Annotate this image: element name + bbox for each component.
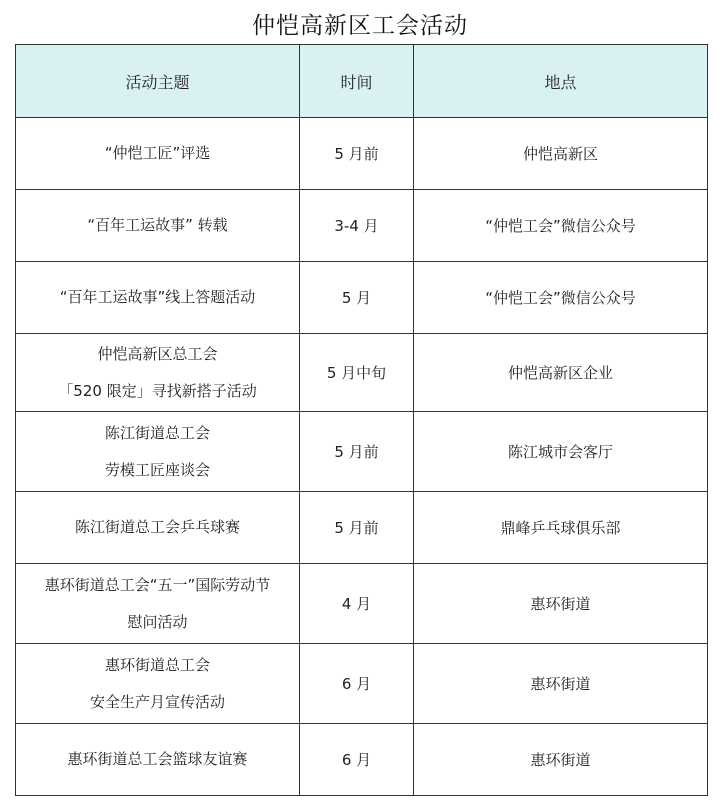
table-header-row <box>16 45 708 118</box>
cell-place: 仲恺高新区 <box>414 118 708 190</box>
table-row <box>16 190 708 262</box>
cell-theme <box>16 492 300 564</box>
activities-table <box>15 44 708 796</box>
cell-theme <box>16 644 300 724</box>
table-row <box>16 118 708 190</box>
table-row <box>16 492 708 564</box>
theme-line: 陈江街道总工会 <box>104 423 210 442</box>
theme-line: 惠环街道总工会篮球友谊赛 <box>67 750 248 768</box>
cell-place: 惠环街道 <box>414 724 708 796</box>
cell-time: 6 月 <box>300 724 414 796</box>
theme-line: 「520 限定」寻找新搭子活动 <box>58 381 257 400</box>
table-row <box>16 644 708 724</box>
cell-place: 惠环街道 <box>414 644 708 724</box>
cell-time: 6 月 <box>300 644 414 724</box>
cell-theme <box>16 334 300 412</box>
theme-line: 仲恺高新区总工会 <box>97 344 218 363</box>
cell-time: 5 月前 <box>300 412 414 492</box>
theme-line: 劳模工匠座谈会 <box>104 460 210 479</box>
theme-line: “仲恺工匠”评选 <box>104 144 211 162</box>
theme-line: 惠环街道总工会 <box>104 655 210 674</box>
column-header-time: 时间 <box>300 45 414 118</box>
page-title: 仲恺高新区工会活动 <box>252 13 468 39</box>
cell-place: 仲恺高新区企业 <box>414 334 708 412</box>
table-row <box>16 564 708 644</box>
theme-line: “百年工运故事”线上答题活动 <box>59 288 256 306</box>
cell-theme <box>16 262 300 334</box>
column-header-place: 地点 <box>414 45 708 118</box>
cell-theme <box>16 118 300 190</box>
theme-line: “百年工运故事” 转载 <box>87 216 228 234</box>
cell-time: 5 月 <box>300 262 414 334</box>
cell-theme <box>16 564 300 644</box>
cell-place: 陈江城市会客厅 <box>414 412 708 492</box>
cell-time: 5 月前 <box>300 492 414 564</box>
table-row <box>16 412 708 492</box>
cell-place: “仲恺工会”微信公众号 <box>414 190 708 262</box>
theme-line: 陈江街道总工会乒乓球赛 <box>74 518 240 536</box>
cell-place: 鼎峰乒乓球俱乐部 <box>414 492 708 564</box>
theme-line: 惠环街道总工会“五一”国际劳动节 <box>44 575 271 594</box>
theme-line: 安全生产月宣传活动 <box>89 692 225 711</box>
cell-place: 惠环街道 <box>414 564 708 644</box>
cell-time: 3-4 月 <box>300 190 414 262</box>
cell-time: 4 月 <box>300 564 414 644</box>
cell-theme <box>16 412 300 492</box>
cell-theme <box>16 724 300 796</box>
table-body <box>16 118 708 796</box>
table-row <box>16 334 708 412</box>
table-row <box>16 724 708 796</box>
column-header-theme: 活动主题 <box>16 45 300 118</box>
cell-time: 5 月中旬 <box>300 334 414 412</box>
cell-place: “仲恺工会”微信公众号 <box>414 262 708 334</box>
cell-time: 5 月前 <box>300 118 414 190</box>
table-row <box>16 262 708 334</box>
cell-theme <box>16 190 300 262</box>
theme-line: 慰问活动 <box>127 612 188 631</box>
